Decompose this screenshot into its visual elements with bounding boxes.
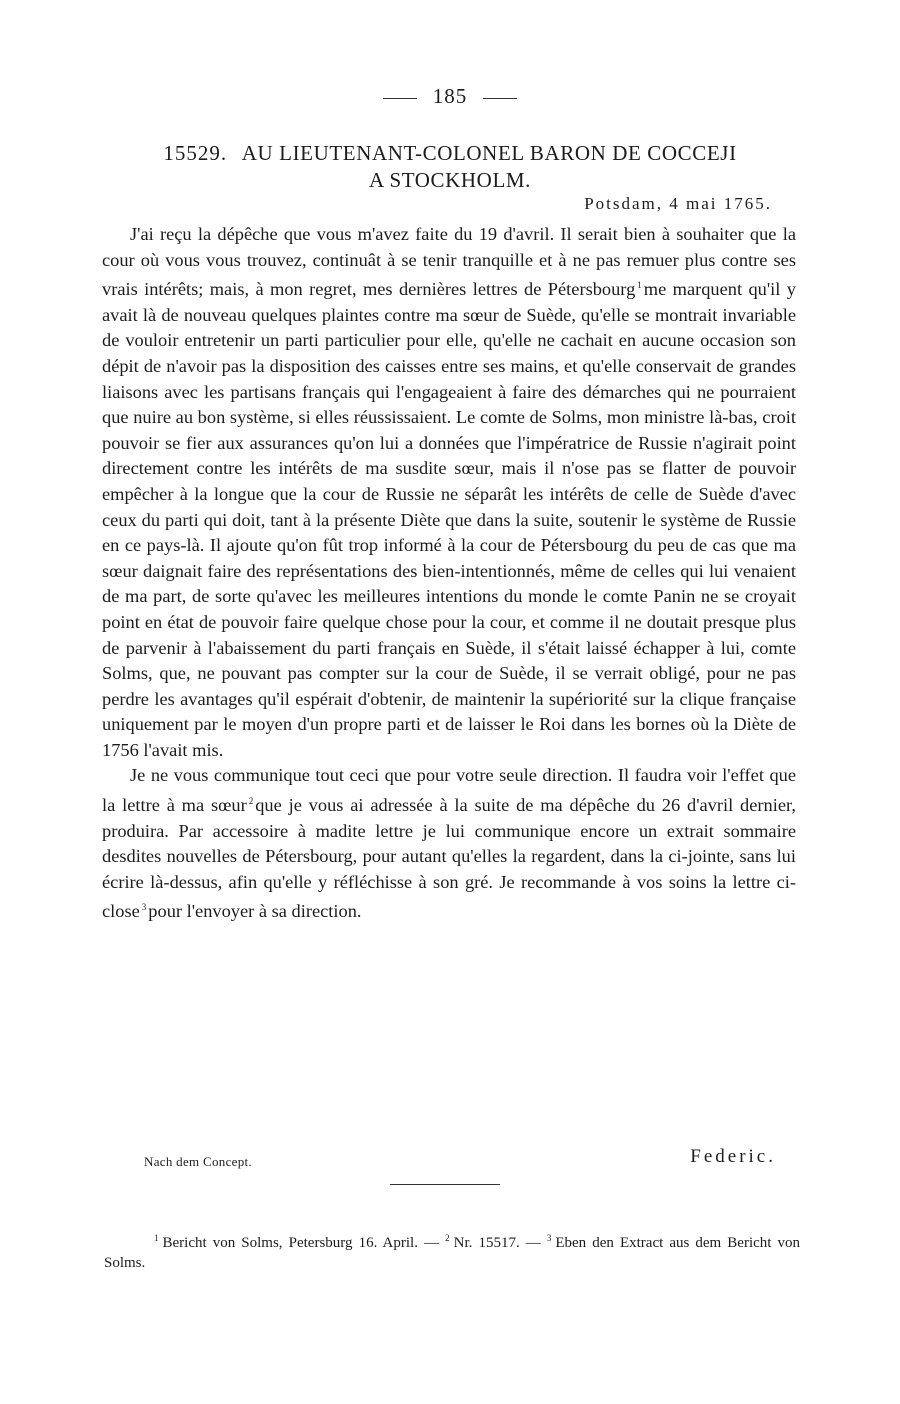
title-line-2: A STOCKHOLM. (368, 168, 531, 192)
footnote-ref-3: 3 (141, 902, 147, 913)
footnote-mark-1: 1 (154, 1233, 159, 1243)
paragraph-2 (102, 763, 796, 925)
footnotes (104, 1228, 800, 1273)
footnote-2: Nr. 15517. — (453, 1235, 541, 1251)
signature: Federic. (690, 1146, 776, 1167)
letter-body (102, 222, 796, 925)
letter-title (100, 140, 800, 194)
header-dash-right (483, 98, 517, 99)
header-dash-left (383, 98, 417, 99)
footnote-mark-2: 2 (445, 1233, 450, 1243)
source-note: Nach dem Concept. (144, 1154, 252, 1169)
footnote-ref-2: 2 (248, 796, 254, 807)
paragraph-2-text-b: que je vous ai adressée à la suite de ma dépêche du 26 d'avril dernier, produira. Par accessoire à madite lettre je lui communique encore un extrait sommaire desdites nouvelles de Pétersbourg, pour autant qu'elles la regardent, dans la ci-jointe, sans lui écrire là-dessus, afin qu'elle y réfléchisse à son gré. Je recommande à vos soins la lettre ci-close (102, 795, 796, 922)
footnote-1: Bericht von Solms, Petersburg 16. April. — (162, 1235, 440, 1251)
running-header (0, 84, 900, 109)
footnote-divider (390, 1184, 500, 1185)
footnote-ref-1: 1 (637, 280, 642, 291)
paragraph-2-text-a: Je ne vous communique tout ceci que pour votre seule direction. Il faudra voir l'effet que la lettre à ma sœur (102, 765, 796, 816)
footnote-mark-3: 3 (546, 1233, 552, 1243)
paragraph-2-text-c: pour l'envoyer à sa direction. (148, 901, 362, 922)
footnote-3: Eben den Extract aus dem Bericht von Solms. (104, 1235, 801, 1271)
letter-number: 15529. (163, 141, 228, 165)
title-line-1: AU LIEUTENANT-COLONEL BARON DE COCCEJI (241, 141, 737, 165)
page-number: 185 (432, 84, 468, 108)
paragraph-1-text-a: J'ai reçu la dépêche que vous m'avez faite du 19 d'avril. Il serait bien à souhaiter que la cour où vous vous trouvez, continuât à se tenir tranquille et à ne pas remuer plus contre ses vrais intérêts; mais, à mon regret, mes dernières lettres de Pétersbourg (102, 224, 796, 300)
dateline: Potsdam, 4 mai 1765. (584, 194, 772, 213)
paragraph-1 (102, 222, 796, 763)
paragraph-1-text-b: me marquent qu'il y avait là de nouveau quelques plaintes contre ma sœur de Suède, qu'elle se montrait invariable de vouloir entretenir un parti particulier pour elle, qu'elle ne cachait en aucune occasion son dépit de n'avoir pas la disposition des caisses entre ses mains, et qu'elle conservait de grandes liaisons avec les partisans français qui l'engageaient à faire des démarches qui ne pourraient que nuire au bon système, si elles réussissaient. Le comte de Solms, mon ministre là-bas, croit pouvoir se fier aux assurances qu'on lui a données que l'impératrice de Russie n'agirait point directement contre les intérêts de ma susdite sœur, mais il n'ose pas se flatter de pouvoir empêcher à la longue que la cour de Russie ne séparât les intérêts de celle de Suède d'avec ceux du parti qui doit, tant à la présente Diète que dans la suite, soutenir le système de Russie en ce pays-là. Il ajoute qu'on fût trop informé à la cour de Pétersbourg du peu de cas que ma sœur daignait faire des représentations des bien-intentionnés, même de celles qui lui venaient de ma part, de sorte qu'avec les meilleures intentions du monde le comte Panin ne se croyait point en état de pouvoir faire quelque chose pour la cour, et comme il ne doutait presque plus de parvenir à l'abaissement du parti français en Suède, il s'était laissé échapper à lui, comte Solms, que, ne pouvant pas compter sur la cour de Suède, il se verrait obligé, pour ne pas perdre les avantages qu'il espérait d'obtenir, de maintenir la supériorité sur la clique française uniquement par le moyen d'un propre parti et de laisser le Roi dans les bornes où la Diète de 1756 l'avait mis. (102, 279, 796, 760)
